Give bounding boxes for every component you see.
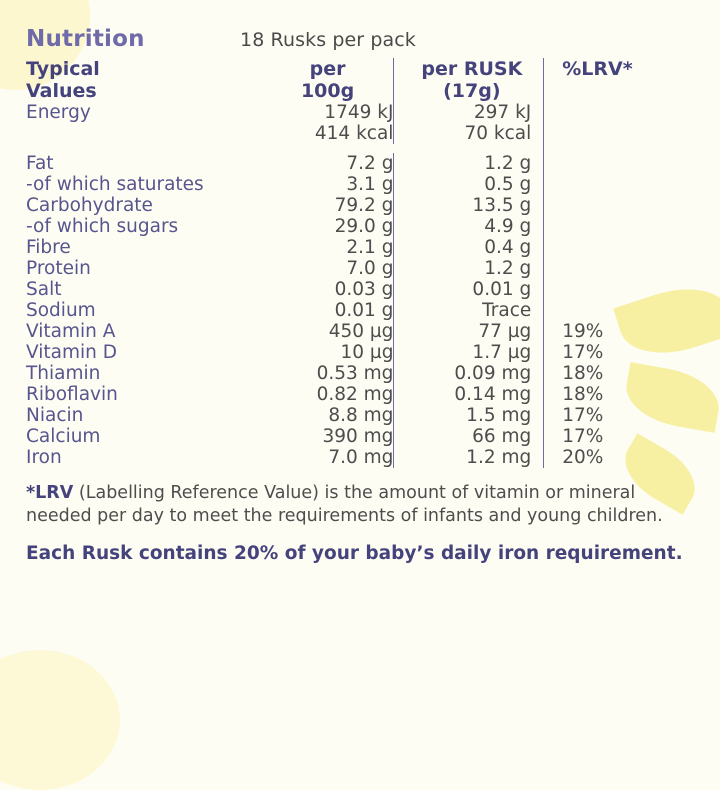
row-per100: 1749 kJ (324, 102, 394, 123)
row-lrv (544, 216, 698, 237)
row-label: Protein (26, 258, 91, 279)
row-per100: 7.2 g (346, 153, 394, 174)
row-per100: 0.82 mg (316, 384, 394, 405)
page-title: Nutrition (26, 26, 145, 52)
row-lrv (544, 123, 698, 144)
row-perrusk: Trace (394, 300, 544, 321)
row-lrv: 18% (544, 384, 698, 405)
row-label: Niacin (26, 405, 84, 426)
row-label: Energy (26, 102, 91, 123)
header-values: Values (26, 80, 97, 102)
row-perrusk: 0.14 mg (394, 384, 544, 405)
row-per100: 414 kcal (314, 123, 394, 144)
footnote-star: *LRV (26, 483, 74, 503)
footnote (26, 482, 698, 529)
row-per100: 390 mg (322, 426, 394, 447)
row-label: Vitamin D (26, 342, 117, 363)
header-typical: Typical (26, 58, 100, 80)
row-perrusk: 13.5 g (394, 195, 544, 216)
row-label: Fibre (26, 237, 71, 258)
row-perrusk: 4.9 g (394, 216, 544, 237)
row-per100: 2.1 g (346, 237, 394, 258)
row-perrusk: 1.2 mg (394, 447, 544, 468)
row-perrusk: 0.01 g (394, 279, 544, 300)
row-per100: 450 µg (328, 321, 394, 342)
row-label: Riboflavin (26, 384, 118, 405)
row-perrusk: 1.2 g (394, 258, 544, 279)
row-label: Vitamin A (26, 321, 116, 342)
row-per100: 79.2 g (334, 195, 394, 216)
row-per100: 7.0 g (346, 258, 394, 279)
table-row (26, 237, 698, 258)
row-label (26, 123, 262, 144)
row-lrv (544, 258, 698, 279)
table-row (26, 216, 698, 237)
header-lrv: %LRV* (544, 58, 698, 80)
header-lrv-blank (544, 80, 698, 102)
nutrition-table (26, 58, 698, 468)
row-lrv (544, 279, 698, 300)
row-label: -of which saturates (26, 174, 204, 195)
row-label: Thiamin (26, 363, 101, 384)
row-perrusk: 0.4 g (394, 237, 544, 258)
table-row (26, 153, 698, 174)
row-label: Fat (26, 153, 54, 174)
row-perrusk: 1.7 µg (394, 342, 544, 363)
row-label: Carbohydrate (26, 195, 153, 216)
table-row (26, 300, 698, 321)
row-label: Salt (26, 279, 62, 300)
row-lrv: 17% (544, 426, 698, 447)
header-100g: 100g (300, 80, 355, 102)
row-perrusk: 70 kcal (394, 123, 544, 144)
row-lrv (544, 237, 698, 258)
iron-claim: Each Rusk contains 20% of your baby’s daily iron requirement. (26, 542, 683, 564)
row-per100: 0.53 mg (316, 363, 394, 384)
row-per100: 8.8 mg (328, 405, 394, 426)
table-header-row-2 (26, 80, 698, 102)
row-lrv (544, 174, 698, 195)
spacer-cell (26, 144, 262, 153)
row-lrv: 20% (544, 447, 698, 468)
row-lrv (544, 153, 698, 174)
row-perrusk: 77 µg (394, 321, 544, 342)
row-perrusk: 1.2 g (394, 153, 544, 174)
row-lrv: 17% (544, 405, 698, 426)
row-per100: 10 µg (340, 342, 394, 363)
table-row (26, 174, 698, 195)
row-per100: 29.0 g (334, 216, 394, 237)
table-row (26, 195, 698, 216)
table-row (26, 405, 698, 426)
panel-header (26, 26, 698, 52)
row-lrv: 18% (544, 363, 698, 384)
row-perrusk: 1.5 mg (394, 405, 544, 426)
row-lrv (544, 195, 698, 216)
table-header-row-1 (26, 58, 698, 80)
spacer-row (26, 144, 698, 153)
per-pack-text: 18 Rusks per pack (240, 29, 416, 51)
row-per100: 3.1 g (346, 174, 394, 195)
row-perrusk: 0.09 mg (394, 363, 544, 384)
row-per100: 7.0 mg (328, 447, 394, 468)
row-label: Iron (26, 447, 62, 468)
table-row (26, 279, 698, 300)
table-row (26, 342, 698, 363)
row-label: -of which sugars (26, 216, 179, 237)
row-perrusk: 66 mg (394, 426, 544, 447)
spacer-cell (394, 144, 544, 153)
spacer-cell (544, 144, 698, 153)
header-per: per (309, 58, 346, 80)
header-per-rusk: per RUSK (394, 58, 544, 80)
row-perrusk: 297 kJ (394, 102, 544, 123)
table-row (26, 321, 698, 342)
table-row (26, 123, 698, 144)
table-row (26, 363, 698, 384)
row-perrusk: 0.5 g (394, 174, 544, 195)
row-per100: 0.03 g (334, 279, 394, 300)
table-row (26, 447, 698, 468)
row-lrv: 19% (544, 321, 698, 342)
row-label: Calcium (26, 426, 101, 447)
row-lrv (544, 102, 698, 123)
table-row (26, 258, 698, 279)
spacer-cell (262, 144, 394, 153)
footnote-text: (Labelling Reference Value) is the amount of vitamin or mineral needed per day to meet the requirements of infants and young children. (26, 483, 663, 527)
table-row (26, 426, 698, 447)
header-rusk-weight: (17g) (394, 80, 544, 102)
table-row (26, 102, 698, 123)
row-per100: 0.01 g (334, 300, 394, 321)
table-row (26, 384, 698, 405)
row-lrv (544, 300, 698, 321)
row-lrv: 17% (544, 342, 698, 363)
row-label: Sodium (26, 300, 96, 321)
